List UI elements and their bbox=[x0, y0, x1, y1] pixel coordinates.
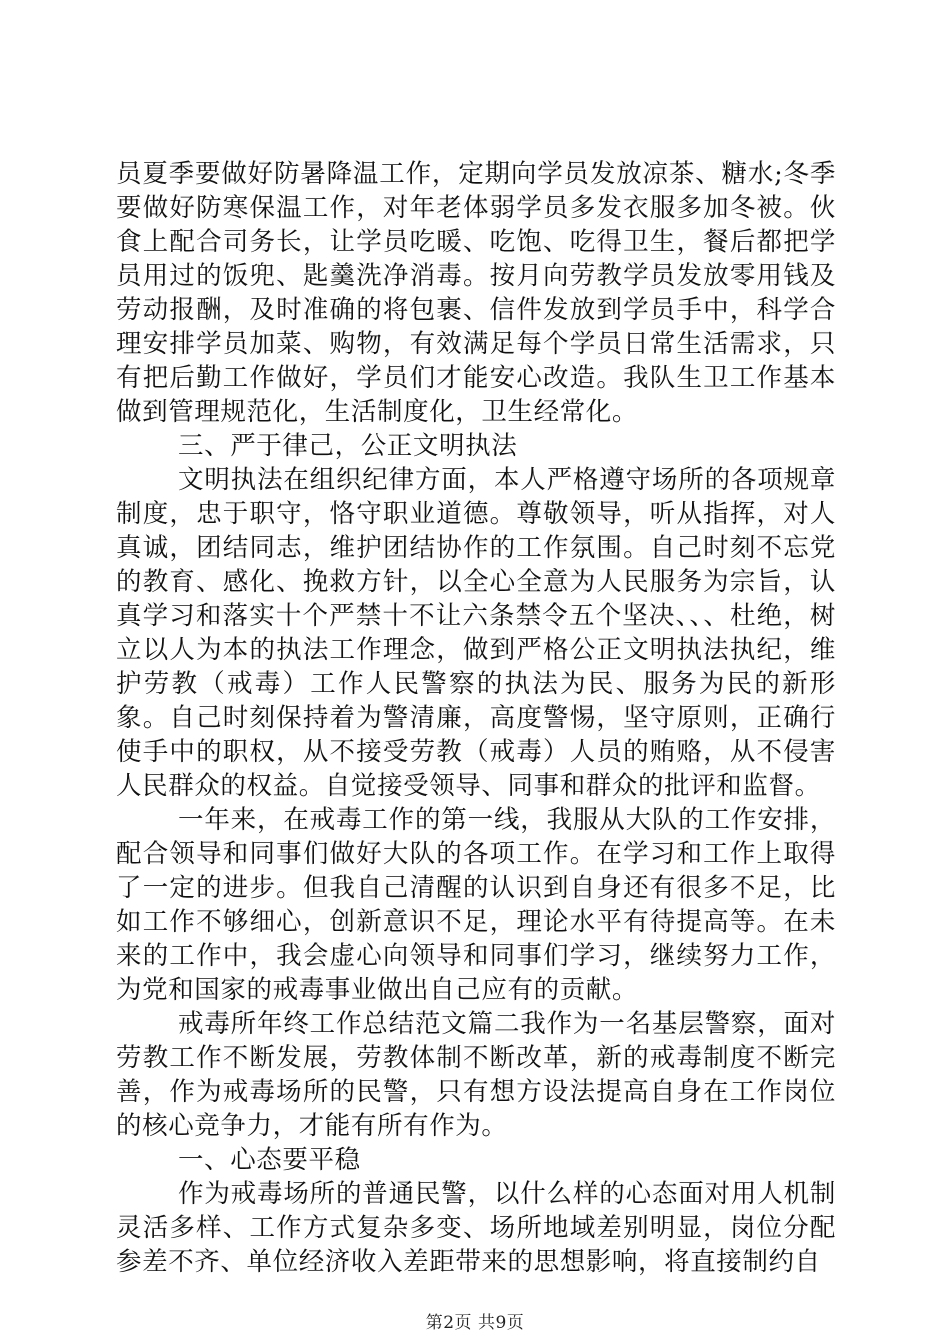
paragraph: 一年来，在戒毒工作的第一线，我服从大队的工作安排，配合领导和同事们做好大队的各项工作。在学习和工作上取得了一定的进步。但我自己清醒的认识到自身还有很多不足，比如工作不够细心，创新意识不足，理论水平有待提高等。在未来的工作中，我会虚心向领导和同事们学习，继续努力工作，为党和国家的戒毒事业做出自己应有的贡献。 bbox=[116, 805, 836, 1005]
document-body bbox=[116, 157, 836, 1279]
page-number-footer: 第2页 共9页 bbox=[425, 1313, 525, 1333]
paragraph: 员夏季要做好防暑降温工作，定期向学员发放凉茶、糖水;冬季要做好防寒保温工作，对年老体弱学员多发衣服多加冬被。伙食上配合司务长，让学员吃暖、吃饱、吃得卫生，餐后都把学员用过的饭兜、匙羹洗净消毒。按月向劳教学员发放零用钱及劳动报酬，及时准确的将包裹、信件发放到学员手中，科学合理安排学员加菜、购物，有效满足每个学员日常生活需求，只有把后勤工作做好，学员们才能安心改造。我队生卫工作基本做到管理规范化，生活制度化，卫生经常化。 bbox=[116, 159, 836, 427]
section-heading: 三、严于律己，公正文明执法 bbox=[178, 431, 518, 461]
paragraph: 文明执法在组织纪律方面，本人严格遵守场所的各项规章制度，忠于职守，恪守职业道德。尊敬领导，听从指挥，对人真诚，团结同志，维护团结协作的工作氛围。自己时刻不忘党的教育、感化、挽救方针，以全心全意为人民服务为宗旨，认真学习和落实十个严禁十不让六条禁令五个坚决、、、杜绝，树立以人为本的执法工作理念，做到严格公正文明执法执纪，维护劳教（戒毒）工作人民警察的执法为民、服务为民的新形象。自己时刻保持着为警清廉，高度警惕，坚守原则，正确行使手中的职权，从不接受劳教（戒毒）人员的贿赂，从不侵害人民群众的权益。自觉接受领导、同事和群众的批评和监督。 bbox=[116, 465, 836, 801]
paragraph: 作为戒毒场所的普通民警，以什么样的心态面对用人机制灵活多样、工作方式复杂多变、场所地域差别明显，岗位分配参差不齐、单位经济收入差距带来的思想影响，将直接制约自 bbox=[116, 1179, 836, 1277]
paragraph: 戒毒所年终工作总结范文篇二我作为一名基层警察，面对劳教工作不断发展，劳教体制不断改革，新的戒毒制度不断完善，作为戒毒场所的民警，只有想方设法提高自身在工作岗位的核心竞争力，才能有所有作为。 bbox=[116, 1009, 836, 1141]
section-heading: 一、心态要平稳 bbox=[178, 1145, 361, 1175]
